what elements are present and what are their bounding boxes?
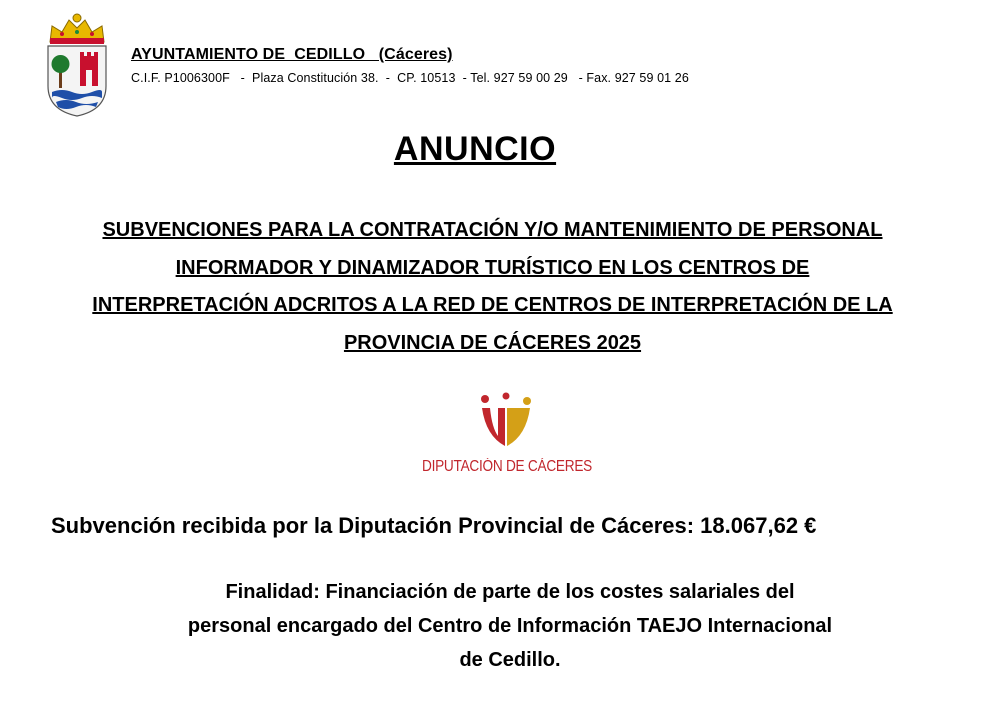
notice-subject <box>40 212 945 362</box>
subject-line: PROVINCIA DE CÁCERES 2025 <box>343 331 642 354</box>
council-contact-info: C.I.F. P1006300F - Plaza Constitución 38. - CP. 10513 - Tel. 927 59 00 29 - Fax. 927 59 01 26 <box>131 71 689 85</box>
purpose-text <box>130 575 890 677</box>
page-title: ANUNCIO <box>393 130 557 168</box>
subject-line: INTERPRETACIÓN ADCRITOS A LA RED DE CENTROS DE INTERPRETACIÓN DE LA <box>92 294 893 316</box>
purpose-line: Finalidad: Financiación de parte de los costes salariales del <box>225 581 795 603</box>
diputacion-logo-icon <box>476 392 536 448</box>
grant-amount-text: Subvención recibida por la Diputación Provincial de Cáceres: 18.067,62 € <box>51 513 817 538</box>
council-name: AYUNTAMIENTO DE CEDILLO (Cáceres) <box>131 46 453 63</box>
purpose-line: de Cedillo. <box>459 649 561 671</box>
coat-of-arms-icon <box>42 12 112 120</box>
sponsor-name: DIPUTACIÓN DE CÁCERES <box>421 458 593 475</box>
purpose-line: personal encargado del Centro de Información TAEJO Internacional <box>187 615 833 637</box>
subject-line: SUBVENCIONES PARA LA CONTRATACIÓN Y/O MANTENIMIENTO DE PERSONAL <box>102 219 883 241</box>
subject-line: INFORMADOR Y DINAMIZADOR TURÍSTICO EN LOS CENTROS DE <box>175 256 810 279</box>
